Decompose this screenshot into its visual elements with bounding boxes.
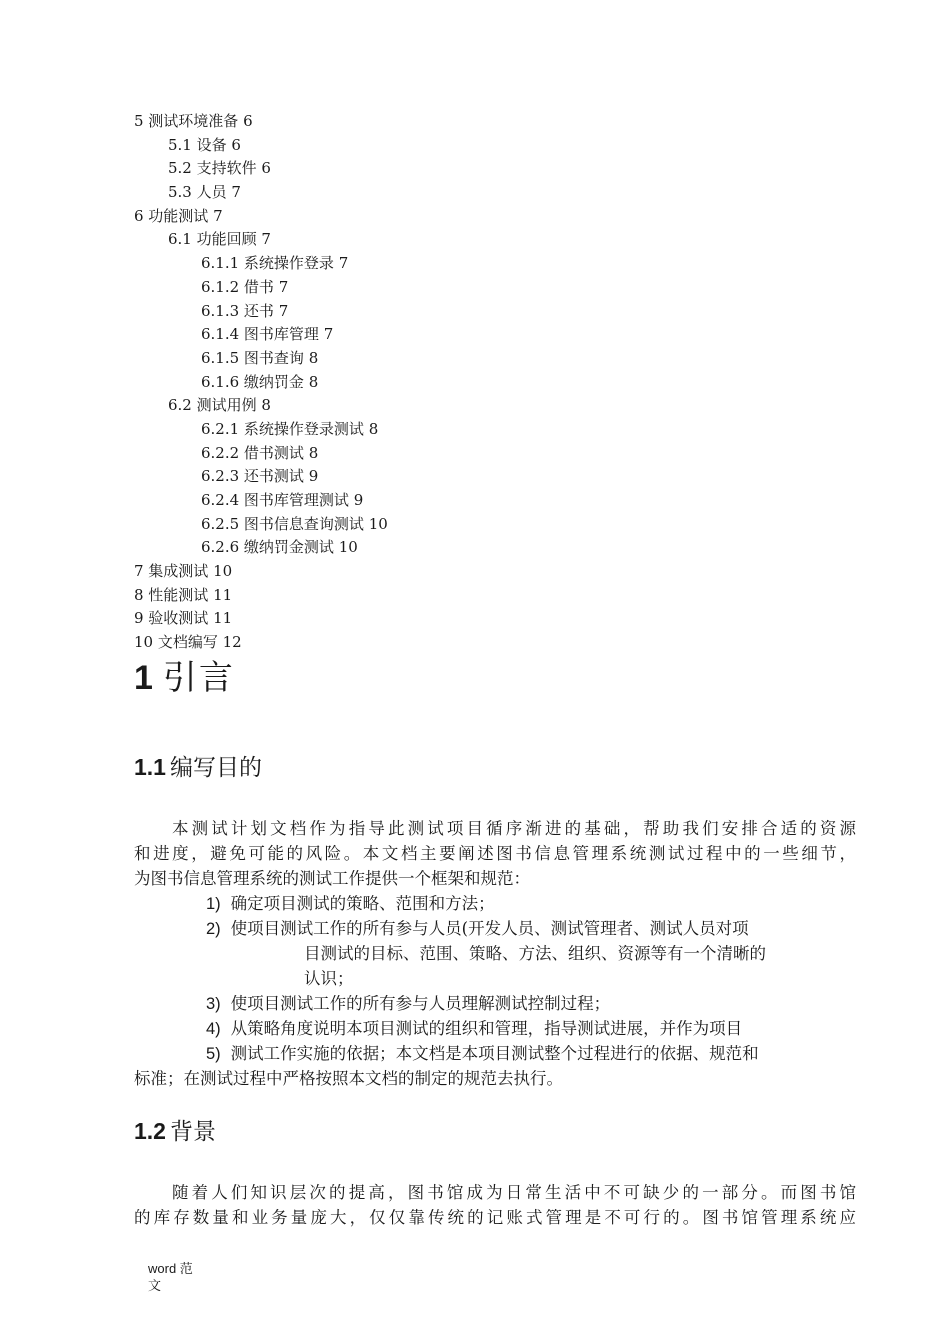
list-item	[206, 991, 610, 1017]
toc-entry[interactable]: 8 性能测试 11	[134, 585, 233, 604]
toc-entry[interactable]: 6.1.5 图书查询 8	[201, 348, 319, 367]
page-footer	[148, 1260, 208, 1296]
list-continuation: 目测试的目标、范围、策略、方法、组织、资源等有一个清晰的	[304, 944, 766, 963]
toc-entry[interactable]: 6.2.3 还书测试 9	[201, 467, 319, 486]
toc-entry[interactable]: 6.1.2 借书 7	[201, 277, 289, 296]
list-number: 4)	[206, 1020, 221, 1038]
list-number: 3)	[206, 995, 221, 1013]
list-text: 从策略角度说明本项目测试的组织和管理，指导测试进展，并作为项目	[230, 1019, 743, 1038]
list-text: 确定项目测试的策略、范围和方法；	[230, 894, 495, 913]
paragraph-line: 随着人们知识层次的提高，图书馆成为日常生活中不可缺少的一部分。而图书馆	[172, 1183, 856, 1202]
purpose-paragraph	[134, 816, 856, 891]
heading-title: 引言	[162, 658, 235, 698]
toc-entry[interactable]: 6 功能测试 7	[134, 206, 223, 225]
table-of-contents	[134, 110, 734, 655]
heading-number: 1.1	[134, 754, 166, 780]
paragraph-line: 和进度，避免可能的风险。本文档主要阐述图书信息管理系统测试过程中的一些细节，	[134, 844, 856, 863]
toc-entry[interactable]: 9 验收测试 11	[134, 609, 233, 628]
list-number: 5)	[206, 1045, 221, 1063]
toc-entry[interactable]: 5.3 人员 7	[168, 183, 241, 202]
toc-entry[interactable]: 5.1 设备 6	[168, 135, 241, 154]
toc-entry[interactable]: 10 文档编写 12	[134, 633, 242, 652]
toc-entry[interactable]: 6.2.6 缴纳罚金测试 10	[201, 538, 358, 557]
list-number: 2)	[206, 920, 221, 938]
footer-line: word 范	[148, 1261, 193, 1276]
paragraph-line: 的库存数量和业务量庞大，仅仅靠传统的记账式管理是不可行的。图书馆管理系统应	[134, 1208, 856, 1227]
toc-entry[interactable]: 5 测试环境准备 6	[134, 112, 253, 130]
list-item	[206, 1041, 759, 1067]
footer-line: 文	[148, 1279, 162, 1294]
heading-title: 编写目的	[169, 755, 262, 781]
paragraph-line: 本测试计划文档作为指导此测试项目循序渐进的基础，帮助我们安排合适的资源	[172, 819, 856, 838]
toc-entry[interactable]: 6.2.2 借书测试 8	[201, 443, 319, 462]
paragraph-line: 为图书信息管理系统的测试工作提供一个框架和规范：	[134, 869, 530, 888]
list-text: 使项目测试工作的所有参与人员理解测试控制过程；	[230, 994, 611, 1013]
toc-entry[interactable]: 6.1.6 缴纳罚金 8	[201, 372, 319, 391]
toc-entry[interactable]: 6.2.5 图书信息查询测试 10	[201, 514, 388, 533]
toc-entry[interactable]: 6.1.1 系统操作登录 7	[201, 254, 349, 273]
list-number: 1)	[206, 895, 221, 913]
paragraph-line: 标准；在测试过程中严格按照本文档的制定的规范去执行。	[134, 1069, 563, 1088]
toc-entry[interactable]: 6.2 测试用例 8	[168, 396, 271, 415]
heading-1-1-purpose	[134, 752, 262, 783]
list-text: 使项目测试工作的所有参与人员(开发人员、测试管理者、测试人员对项	[230, 919, 749, 938]
heading-title: 背景	[169, 1119, 216, 1145]
heading-number: 1	[134, 659, 153, 697]
list-item	[206, 891, 495, 917]
heading-number: 1.2	[134, 1118, 166, 1144]
toc-entry[interactable]: 6.1 功能回顾 7	[168, 230, 271, 249]
heading-1-2-background	[134, 1116, 216, 1147]
background-paragraph	[134, 1180, 856, 1230]
list-item	[206, 916, 749, 942]
list-item-5-continuation	[134, 1066, 856, 1091]
toc-entry[interactable]: 6.2.4 图书库管理测试 9	[201, 491, 364, 509]
toc-entry[interactable]: 7 集成测试 10	[134, 562, 233, 581]
heading-1-introduction	[134, 656, 235, 700]
toc-entry[interactable]: 5.2 支持软件 6	[168, 159, 271, 178]
toc-entry[interactable]: 6.2.1 系统操作登录测试 8	[201, 419, 379, 438]
list-continuation: 认识；	[304, 969, 354, 988]
list-text: 测试工作实施的依据；本文档是本项目测试整个过程进行的依据、规范和	[230, 1044, 759, 1063]
toc-entry[interactable]: 6.1.4 图书库管理 7	[201, 325, 334, 344]
list-item	[206, 1016, 742, 1042]
toc-entry[interactable]: 6.1.3 还书 7	[201, 301, 289, 320]
